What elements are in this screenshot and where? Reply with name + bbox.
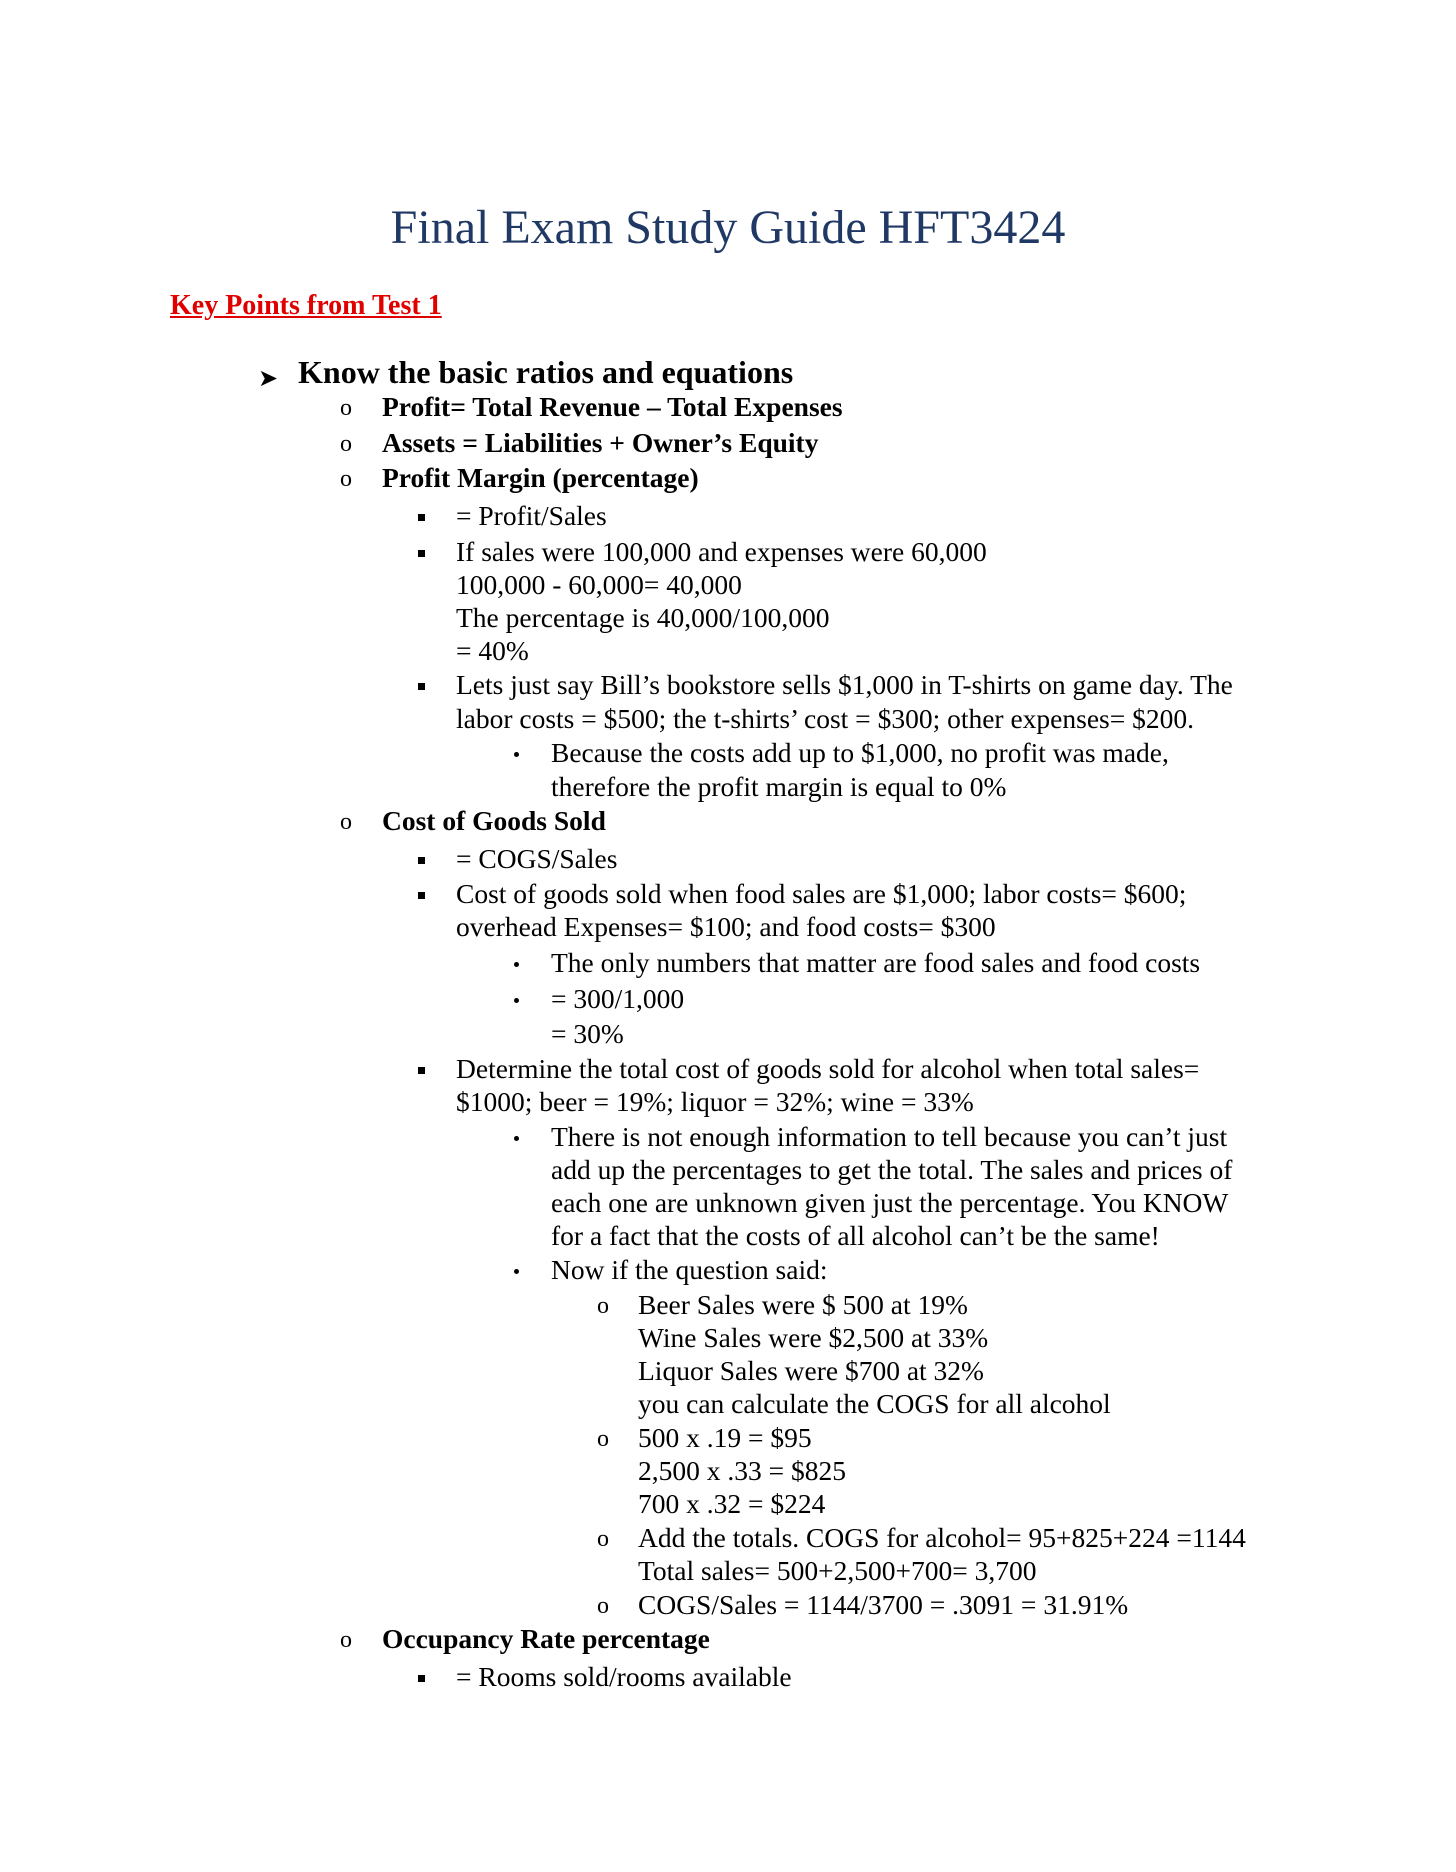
document-title: Final Exam Study Guide HFT3424 (390, 201, 1066, 254)
cogs-example2-note: There is not enough information to tell because you can’t just (551, 1121, 1228, 1152)
section-heading: Key Points from Test 1 (170, 290, 442, 321)
square-bullet-icon (418, 550, 425, 557)
occupancy-heading: Occupancy Rate percentage (382, 1623, 710, 1654)
pm-example2-note: therefore the profit margin is equal to 0% (551, 771, 1007, 802)
cogs-formula: = COGS/Sales (456, 843, 618, 874)
cogs-example-line: Cost of goods sold when food sales are $1,000; labor costs= $600; (456, 878, 1187, 909)
alcohol-sales-line: you can calculate the COGS for all alcohol (638, 1388, 1111, 1419)
pm-example-line: If sales were 100,000 and expenses were 60,000 (456, 536, 987, 567)
square-bullet-icon (418, 1675, 425, 1682)
cogs-example-line: overhead Expenses= $100; and food costs= $300 (456, 911, 996, 942)
alcohol-sales-line: Beer Sales were $ 500 at 19% (638, 1289, 968, 1320)
cogs-example-calc: = 300/1,000 (551, 983, 685, 1014)
pm-example-line: = 40% (456, 635, 529, 666)
alcohol-calc-line: 500 x .19 = $95 (638, 1422, 812, 1453)
assets-equation: Assets = Liabilities + Owner’s Equity (382, 427, 819, 458)
cogs-example-calc: = 30% (551, 1018, 624, 1049)
profit-margin-heading: Profit Margin (percentage) (382, 462, 699, 493)
circle-bullet-icon: o (597, 1293, 609, 1319)
cogs-example2-note: for a fact that the costs of all alcohol can’t be the same! (551, 1220, 1160, 1251)
main-heading: Know the basic ratios and equations (298, 354, 794, 390)
pm-example2-note: Because the costs add up to $1,000, no profit was made, (551, 737, 1169, 768)
cogs-heading: Cost of Goods Sold (382, 805, 606, 836)
alcohol-calc-line: 700 x .32 = $224 (638, 1488, 826, 1519)
circle-bullet-icon: o (340, 809, 352, 835)
alcohol-ratio-line: COGS/Sales = 1144/3700 = .3091 = 31.91% (638, 1589, 1129, 1620)
circle-bullet-icon: o (597, 1593, 609, 1619)
dot-bullet-icon (514, 962, 519, 967)
pm-example-line: 100,000 - 60,000= 40,000 (456, 569, 742, 600)
circle-bullet-icon: o (340, 395, 352, 421)
profit-equation: Profit= Total Revenue – Total Expenses (382, 391, 843, 422)
pm-example2-line: labor costs = $500; the t-shirts’ cost = $300; other expenses= $200. (456, 703, 1194, 734)
cogs-example2-note: each one are unknown given just the percentage. You KNOW (551, 1187, 1229, 1218)
alcohol-sales-line: Liquor Sales were $700 at 32% (638, 1355, 984, 1386)
alcohol-calc-line: 2,500 x .33 = $825 (638, 1455, 847, 1486)
pm-example-line: The percentage is 40,000/100,000 (456, 602, 830, 633)
profit-margin-formula: = Profit/Sales (456, 500, 607, 531)
square-bullet-icon (418, 683, 425, 690)
cogs-example2-note: add up the percentages to get the total. The sales and prices of (551, 1154, 1233, 1185)
circle-bullet-icon: o (340, 466, 352, 492)
circle-bullet-icon: o (340, 1627, 352, 1653)
alcohol-totals-line: Total sales= 500+2,500+700= 3,700 (638, 1555, 1037, 1586)
cogs-now-line: Now if the question said: (551, 1254, 828, 1285)
pm-example2-line: Lets just say Bill’s bookstore sells $1,000 in T-shirts on game day. The (456, 669, 1233, 700)
square-bullet-icon (418, 1067, 425, 1074)
cogs-example-note: The only numbers that matter are food sales and food costs (551, 947, 1201, 978)
dot-bullet-icon (514, 1269, 519, 1274)
dot-bullet-icon (514, 752, 519, 757)
cogs-example2-line: Determine the total cost of goods sold for alcohol when total sales= (456, 1053, 1200, 1084)
dot-bullet-icon (514, 1136, 519, 1141)
square-bullet-icon (418, 892, 425, 899)
square-bullet-icon (418, 857, 425, 864)
dot-bullet-icon (514, 998, 519, 1003)
square-bullet-icon (418, 514, 425, 521)
arrow-bullet-icon: ➤ (258, 366, 279, 392)
circle-bullet-icon: o (340, 431, 352, 457)
alcohol-sales-line: Wine Sales were $2,500 at 33% (638, 1322, 989, 1353)
circle-bullet-icon: o (597, 1526, 609, 1552)
occupancy-formula: = Rooms sold/rooms available (456, 1661, 792, 1692)
cogs-example2-line: $1000; beer = 19%; liquor = 32%; wine = 33% (456, 1086, 974, 1117)
circle-bullet-icon: o (597, 1426, 609, 1452)
alcohol-totals-line: Add the totals. COGS for alcohol= 95+825+224 =1144 (638, 1522, 1246, 1553)
